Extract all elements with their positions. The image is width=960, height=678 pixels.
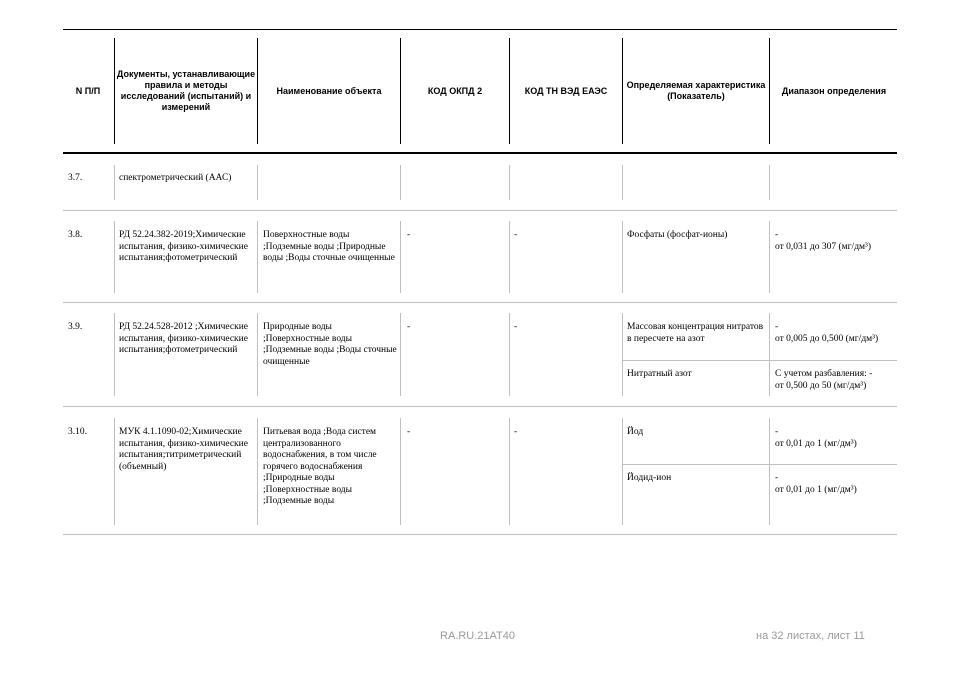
cell-divider bbox=[114, 165, 115, 200]
row-divider bbox=[63, 406, 897, 407]
subrow-divider bbox=[622, 464, 897, 465]
row-document: РД 52.24.528-2012 ;Химические испытания, физико-химические испытания;фотометрический bbox=[119, 322, 249, 355]
row-tnved: - bbox=[514, 427, 518, 437]
row-document: МУК 4.1.1090-02;Химические испытания, физико-химические испытания;титриметрический (объемный) bbox=[119, 427, 248, 472]
row-okpd: - bbox=[407, 230, 411, 240]
subrow-divider bbox=[622, 360, 897, 361]
cell-divider bbox=[400, 221, 401, 293]
cell-divider bbox=[114, 418, 115, 525]
row-characteristic: Нитратный азот bbox=[627, 369, 692, 379]
row-characteristic: Массовая концентрация нитратов в пересчете на азот bbox=[627, 322, 764, 344]
row-object: Поверхностные воды ;Подземные воды ;Природные воды ;Воды сточные очищенные bbox=[263, 230, 395, 263]
cell-divider bbox=[400, 313, 401, 396]
row-object: Природные воды ;Поверхностные воды ;Подземные воды ;Воды сточные очищенные bbox=[263, 322, 397, 367]
table-top-border bbox=[63, 29, 897, 30]
cell-divider bbox=[257, 165, 258, 200]
row-number: 3.7. bbox=[68, 173, 83, 183]
header-col-documents: Документы, устанавливающие правила и методы исследований (испытаний) и измерений bbox=[114, 38, 257, 144]
table-bottom-border bbox=[63, 534, 897, 535]
cell-divider bbox=[622, 221, 623, 293]
row-tnved: - bbox=[514, 322, 518, 332]
row-divider bbox=[63, 210, 897, 211]
header-bottom-border bbox=[63, 152, 897, 154]
cell-divider bbox=[622, 165, 623, 200]
row-document: спектрометрический (ААС) bbox=[119, 173, 232, 183]
header-col-characteristic: Определяемая характеристика (Показатель) bbox=[622, 38, 769, 144]
row-range: - от 0,031 до 307 (мг/дм³) bbox=[775, 230, 872, 252]
cell-divider bbox=[114, 313, 115, 396]
cell-divider bbox=[400, 165, 401, 200]
cell-divider bbox=[509, 418, 510, 525]
cell-divider bbox=[769, 165, 770, 200]
cell-divider bbox=[400, 418, 401, 525]
row-divider bbox=[63, 302, 897, 303]
footer-page-info: на 32 листах, лист 11 bbox=[756, 630, 865, 642]
row-number: 3.10. bbox=[68, 427, 87, 437]
header-col-tnved: КОД ТН ВЭД ЕАЭС bbox=[509, 38, 622, 144]
header-col-range: Диапазон определения bbox=[769, 38, 898, 144]
cell-divider bbox=[509, 165, 510, 200]
row-characteristic: Фосфаты (фосфат-ионы) bbox=[627, 230, 728, 240]
cell-divider bbox=[257, 313, 258, 396]
cell-divider bbox=[769, 221, 770, 293]
footer-document-id: RA.RU.21АТ40 bbox=[440, 630, 515, 642]
header-col-object: Наименование объекта bbox=[257, 38, 400, 144]
cell-divider bbox=[769, 313, 770, 396]
row-number: 3.8. bbox=[68, 230, 83, 240]
header-col-okpd: КОД ОКПД 2 bbox=[400, 38, 509, 144]
row-document: РД 52.24.382-2019;Химические испытания, физико-химические испытания;фотометрический bbox=[119, 230, 248, 263]
row-okpd: - bbox=[407, 322, 411, 332]
row-number: 3.9. bbox=[68, 322, 83, 332]
row-range: - от 0,01 до 1 (мг/дм³) bbox=[775, 427, 857, 449]
cell-divider bbox=[509, 221, 510, 293]
cell-divider bbox=[622, 313, 623, 396]
cell-divider bbox=[257, 221, 258, 293]
row-characteristic: Йодид-ион bbox=[627, 473, 672, 483]
cell-divider bbox=[622, 418, 623, 525]
cell-divider bbox=[257, 418, 258, 525]
row-characteristic: Йод bbox=[627, 427, 644, 437]
cell-divider bbox=[769, 418, 770, 525]
cell-divider bbox=[509, 313, 510, 396]
row-range: - от 0,01 до 1 (мг/дм³) bbox=[775, 473, 857, 495]
header-col-num: N П/П bbox=[75, 85, 101, 96]
row-range: - от 0,005 до 0,500 (мг/дм³) bbox=[775, 322, 879, 344]
row-object: Питьевая вода ;Вода систем централизованного водоснабжения, в том числе горячего водоснабжения ;Природные воды ;Поверхностные воды ;Подземные воды bbox=[263, 427, 377, 506]
row-tnved: - bbox=[514, 230, 518, 240]
row-okpd: - bbox=[407, 427, 411, 437]
cell-divider bbox=[114, 221, 115, 293]
row-range: С учетом разбавления: - от 0,500 до 50 (мг/дм³) bbox=[775, 369, 873, 391]
